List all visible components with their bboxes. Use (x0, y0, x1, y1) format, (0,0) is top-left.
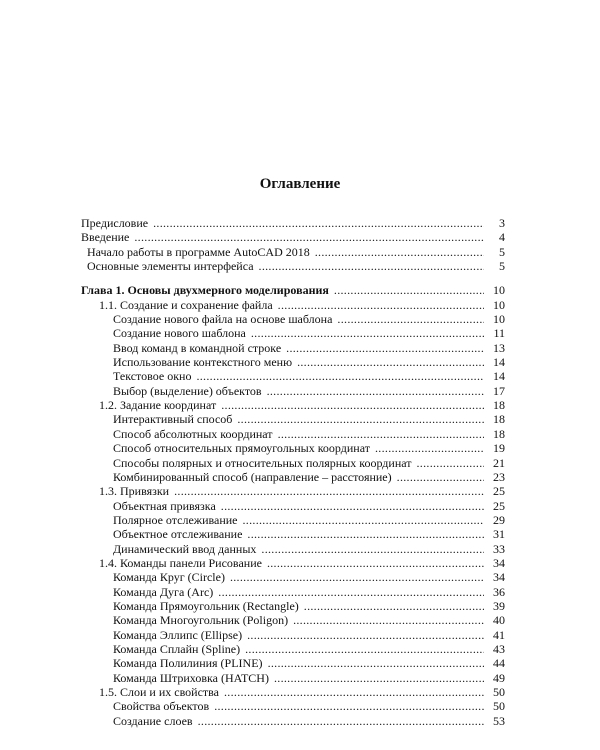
toc-entry (81, 259, 505, 273)
toc-entry (81, 312, 505, 326)
toc-entry-label: 1.4. Команды панели Рисование (99, 555, 262, 570)
toc-entry-label: Введение (81, 230, 130, 245)
toc-entry-label: Текстовое окно (113, 369, 192, 384)
toc-entry-label: Команда Прямоугольник (Rectangle) (113, 598, 299, 613)
toc-entry-page-number: 13 (493, 340, 505, 355)
toc-leader-dots (245, 642, 484, 656)
toc-entry (81, 326, 505, 340)
toc-entry-page-number: 36 (493, 584, 505, 599)
toc-entry-label: Команда Полилиния (PLINE) (113, 656, 263, 671)
toc-leader-dots (417, 456, 485, 470)
toc-entry-page-number: 23 (493, 469, 505, 484)
toc-leader-dots (224, 685, 484, 699)
toc-entry-label: Команда Сплайн (Spline) (113, 641, 241, 656)
toc-entry-page-number: 50 (493, 699, 505, 714)
toc-entry (81, 685, 505, 699)
toc-entry (81, 556, 505, 570)
toc-leader-dots (198, 714, 484, 728)
toc-entry-label: Способ относительных прямоугольных координат (113, 441, 370, 456)
toc-leader-dots (230, 570, 484, 584)
toc-entry (81, 642, 505, 656)
toc-leader-dots (218, 585, 484, 599)
toc-leader-dots (315, 245, 484, 259)
toc-entry (81, 283, 505, 297)
toc-entry-page-number: 34 (493, 570, 505, 585)
toc-leader-dots (261, 542, 484, 556)
toc-entry (81, 499, 505, 513)
toc-entry-page-number: 14 (493, 369, 505, 384)
toc-leader-dots (286, 341, 484, 355)
toc-entry-label: Команда Штриховка (HATCH) (113, 670, 269, 685)
toc-entry-label: Команда Многоугольник (Poligon) (113, 613, 289, 628)
toc-leader-dots (334, 283, 484, 297)
toc-entry-label: 1.1. Создание и сохранение файла (99, 297, 273, 312)
toc-leader-dots (274, 671, 484, 685)
toc-entry (81, 427, 505, 441)
toc-leader-dots (243, 513, 485, 527)
toc-entry-label: Использование контекстного меню (113, 355, 293, 370)
toc-entry-page-number: 19 (493, 441, 505, 456)
toc-entry-label: Команда Дуга (Arc) (113, 584, 214, 599)
toc-entry-label: Комбинированный способ (направление – расстояние) (113, 469, 392, 484)
toc-entry-page-number: 4 (499, 230, 505, 245)
toc-entry-label: Способ абсолютных координат (113, 426, 273, 441)
toc-leader-dots (221, 499, 484, 513)
toc-leader-dots (375, 441, 484, 455)
toc-leader-dots (267, 556, 484, 570)
toc-entry-label: Объектное отслеживание (113, 527, 243, 542)
toc-entry-label: 1.3. Привязки (99, 484, 170, 499)
toc-entry (81, 470, 505, 484)
toc-entry (81, 398, 505, 412)
toc-entry-page-number: 41 (493, 627, 505, 642)
toc-leader-dots (221, 398, 484, 412)
toc-leader-dots (278, 298, 484, 312)
toc-entry (81, 599, 505, 613)
toc-leader-dots (268, 656, 484, 670)
toc-entry-label: Команда Эллипс (Ellipse) (113, 627, 243, 642)
toc-entry (81, 484, 505, 498)
toc-leader-dots (337, 312, 484, 326)
toc-entry-label: Начало работы в программе AutoCAD 2018 (87, 244, 310, 259)
toc-entry-label: Способы полярных и относительных полярных координат (113, 455, 412, 470)
toc-leader-dots (134, 230, 484, 244)
toc-entry (81, 441, 505, 455)
toc-entry-page-number: 29 (493, 512, 505, 527)
toc-leader-dots (397, 470, 484, 484)
toc-entry-page-number: 17 (493, 383, 505, 398)
toc-entry-page-number: 18 (493, 412, 505, 427)
toc-entry-page-number: 10 (493, 312, 505, 327)
toc-entry-label: Глава 1. Основы двухмерного моделирования (81, 283, 329, 298)
toc-entry-page-number: 33 (493, 541, 505, 556)
toc-entry (81, 527, 505, 541)
toc-leader-dots (259, 259, 484, 273)
toc-entry-page-number: 31 (493, 527, 505, 542)
toc-entry-page-number: 18 (493, 426, 505, 441)
toc-entry (81, 656, 505, 670)
toc-leader-dots (174, 484, 484, 498)
toc-entry-label: Объектная привязка (113, 498, 216, 513)
toc-entry-page-number: 44 (493, 656, 505, 671)
toc-entry-page-number: 10 (493, 283, 505, 298)
toc-entry-label: Полярное отслеживание (113, 512, 238, 527)
toc-leader-dots (278, 427, 484, 441)
toc-entry (81, 384, 505, 398)
toc-entry-label: Создание нового файла на основе шаблона (113, 312, 333, 327)
toc-leader-dots (214, 699, 484, 713)
toc-entry (81, 412, 505, 426)
toc-entry-label: Динамический ввод данных (113, 541, 257, 556)
table-of-contents (81, 216, 505, 728)
toc-entry-label: Выбор (выделение) объектов (113, 383, 262, 398)
toc-title: Оглавление (259, 176, 341, 192)
toc-entry-label: 1.5. Слои и их свойства (99, 685, 219, 699)
toc-entry-label: Создание нового шаблона (113, 326, 246, 341)
toc-entry (81, 369, 505, 383)
toc-entry-page-number: 34 (493, 555, 505, 570)
toc-entry (81, 714, 505, 728)
toc-leader-dots (237, 412, 484, 426)
toc-entry-page-number: 11 (493, 326, 505, 341)
toc-leader-dots (304, 599, 484, 613)
toc-entry-page-number: 5 (499, 259, 505, 274)
toc-entry-label: Ввод команд в командной строке (113, 340, 282, 355)
toc-entry (81, 628, 505, 642)
toc-entry (81, 699, 505, 713)
toc-entry-label: Команда Круг (Circle) (113, 570, 225, 585)
toc-entry (81, 230, 505, 244)
toc-entry-label: Основные элементы интерфейса (87, 259, 254, 274)
toc-leader-dots (297, 355, 484, 369)
toc-entry-page-number: 49 (493, 670, 505, 685)
toc-leader-dots (247, 527, 484, 541)
toc-entry (81, 216, 505, 230)
toc-leader-dots (293, 613, 484, 627)
toc-entry (81, 456, 505, 470)
toc-entry-page-number: 39 (493, 598, 505, 613)
toc-entry (81, 513, 505, 527)
toc-entry-page-number: 21 (493, 455, 505, 470)
toc-leader-dots (196, 369, 484, 383)
toc-entry-label: Предисловие (81, 216, 149, 230)
toc-entry-page-number: 10 (493, 297, 505, 312)
toc-entry-page-number: 25 (493, 498, 505, 513)
toc-leader-dots (267, 384, 484, 398)
toc-entry (81, 570, 505, 584)
toc-entry-page-number: 3 (499, 216, 505, 230)
toc-entry-page-number: 18 (493, 398, 505, 413)
toc-entry (81, 355, 505, 369)
toc-entry-label: 1.2. Задание координат (99, 398, 217, 413)
toc-entry-label: Создание слоев (113, 713, 193, 728)
toc-leader-dots (251, 326, 484, 340)
toc-entry (81, 613, 505, 627)
toc-entry-page-number: 53 (493, 713, 505, 728)
toc-entry-page-number: 40 (493, 613, 505, 628)
toc-entry (81, 245, 505, 259)
toc-entry (81, 542, 505, 556)
toc-entry (81, 585, 505, 599)
toc-entry-page-number: 43 (493, 641, 505, 656)
toc-entry-label: Свойства объектов (113, 699, 210, 714)
toc-entry (81, 298, 505, 312)
toc-leader-dots (247, 628, 484, 642)
toc-entry (81, 671, 505, 685)
toc-entry-page-number: 5 (499, 244, 505, 259)
toc-entry (81, 341, 505, 355)
toc-leader-dots (153, 216, 484, 230)
toc-entry-page-number: 50 (493, 685, 505, 699)
toc-entry-page-number: 14 (493, 355, 505, 370)
toc-entry-label: Интерактивный способ (113, 412, 233, 427)
toc-entry-page-number: 25 (493, 484, 505, 499)
